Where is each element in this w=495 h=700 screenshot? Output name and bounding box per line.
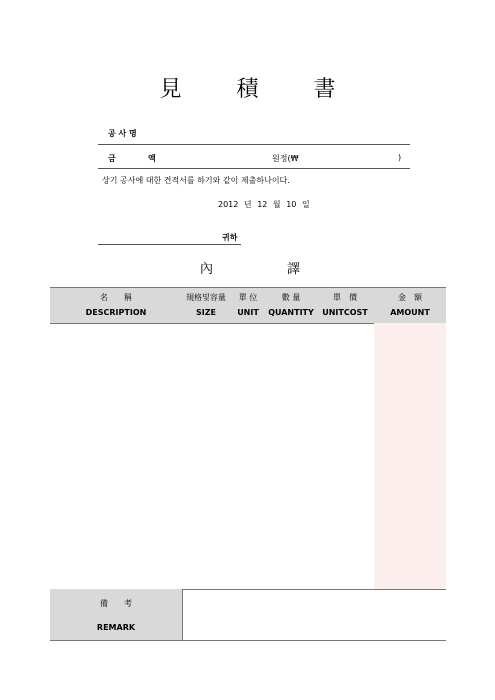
column-header-amount-kr: 金 額 [398, 293, 422, 302]
amount-label-2: 액 [148, 154, 156, 163]
column-header-unit: UNIT [237, 308, 259, 317]
breakdown-char-1: 內 [200, 262, 214, 277]
amount-currency-suffix: ) [398, 153, 402, 162]
date-year-unit: 년 [243, 200, 252, 209]
column-header-description: DESCRIPTION [85, 308, 147, 317]
amount-label-1: 금 [108, 154, 116, 163]
column-header-amount: AMOUNT [390, 308, 430, 317]
document-title: 見 積 書 [159, 77, 360, 102]
column-header-description-kr: 名 稱 [100, 293, 132, 302]
submission-date [218, 199, 310, 210]
breakdown-char-2: 譯 [286, 262, 300, 277]
column-header-unitcost: UNITCOST [322, 308, 368, 317]
amount-currency-prefix: 원정(₩ [272, 154, 299, 163]
remark-label: REMARK [96, 623, 136, 632]
date-year: 2012 [218, 200, 239, 209]
recipient-suffix: 귀하 [222, 233, 238, 242]
column-header-unit-kr: 單 位 [238, 293, 258, 302]
amount-column-shading [374, 323, 446, 589]
column-header-unitcost-kr: 單 價 [333, 293, 357, 302]
remark-bottom-line [50, 640, 446, 641]
column-header-quantity: QUANTITY [268, 308, 314, 317]
table-header [50, 287, 446, 324]
submission-statement: 상기 공사에 대한 견적서를 하기와 같이 제출하나이다. [102, 176, 290, 185]
remark-label-kr: 備 考 [100, 599, 132, 608]
recipient-underline [98, 244, 241, 245]
project-name-label: 공 사 명 [108, 129, 137, 138]
project-name-underline [98, 144, 410, 145]
date-day-unit: 일 [301, 200, 310, 209]
remark-divider [182, 589, 183, 640]
date-day: 10 [286, 200, 297, 209]
date-month-unit: 월 [272, 200, 281, 209]
amount-underline [98, 168, 410, 169]
remark-label-cell [50, 589, 182, 640]
column-header-size: SIZE [195, 308, 216, 317]
date-month: 12 [257, 200, 268, 209]
breakdown-heading [200, 258, 300, 277]
column-header-size-kr: 規格및容量 [186, 293, 226, 302]
column-header-quantity-kr: 數 量 [281, 293, 301, 302]
